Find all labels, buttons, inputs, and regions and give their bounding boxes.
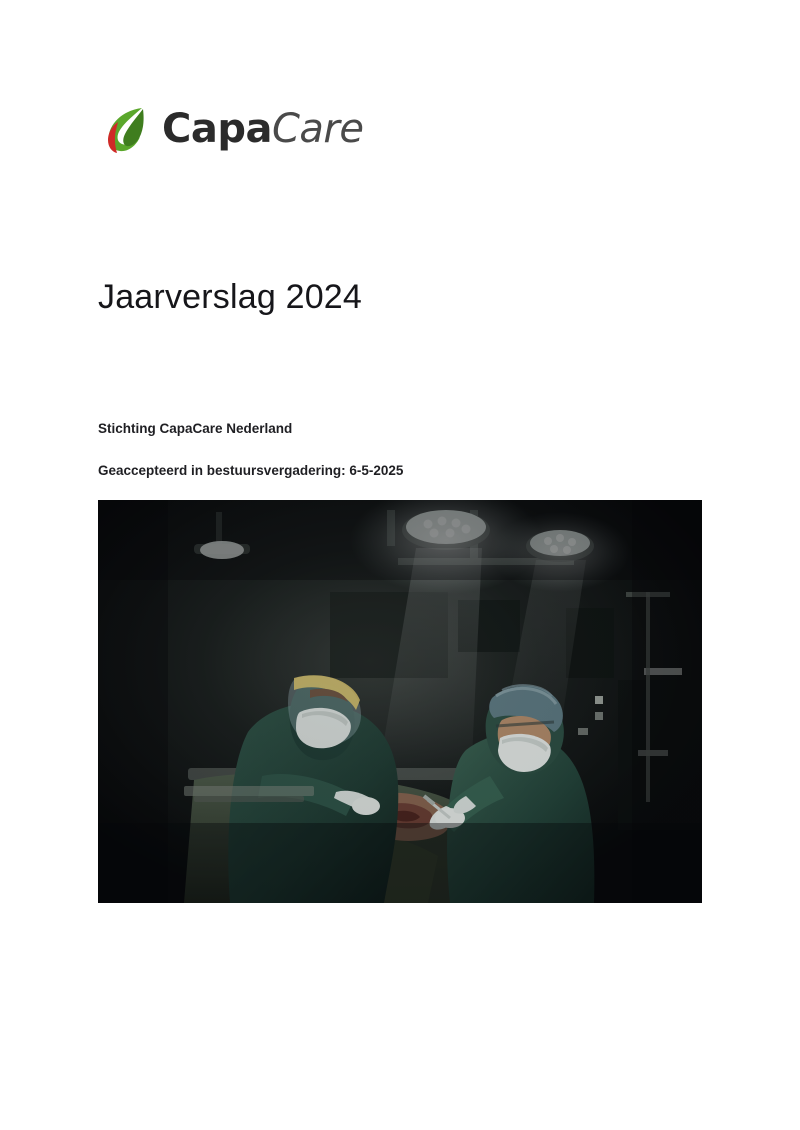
organisation-line: Stichting CapaCare Nederland bbox=[98, 421, 293, 436]
cover-photo-illustration bbox=[98, 500, 702, 903]
cover-photo-surgery bbox=[98, 500, 702, 903]
document-meta bbox=[98, 420, 618, 480]
capacare-wordmark bbox=[162, 106, 364, 152]
capacare-leaf-logo-icon bbox=[98, 98, 160, 160]
wordmark-part-care: Care bbox=[271, 106, 364, 152]
acceptance-line: Geaccepteerd in bestuursvergadering: 6-5-2025 bbox=[98, 463, 404, 479]
capacare-logo bbox=[98, 98, 363, 160]
page-title: Jaarverslag 2024 bbox=[98, 278, 363, 316]
wordmark-part-capa: Capa bbox=[162, 106, 272, 152]
